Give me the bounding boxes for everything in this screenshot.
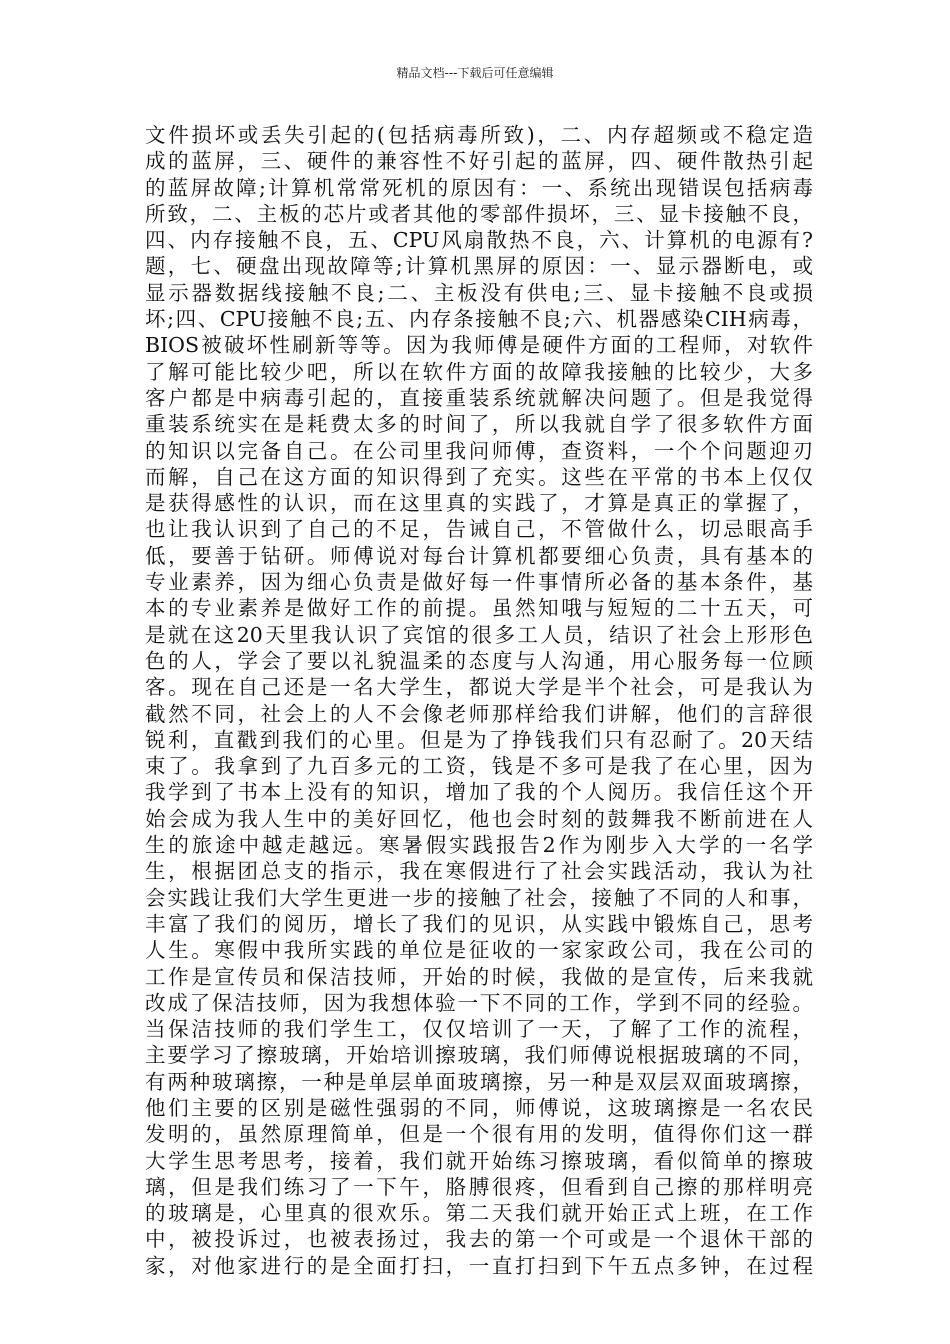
body-line: 束了。我拿到了九百多元的工资，钱是不多可是我了在心里，因为 xyxy=(145,754,813,779)
body-line: 生，根据团总支的指示，我在寒假进行了社会实践活动，我认为社 xyxy=(145,859,813,884)
body-line: 而解，自己在这方面的知识得到了充实。这些在平常的书本上仅仅 xyxy=(145,464,813,489)
body-line: 家，对他家进行的是全面打扫，一直打扫到下午五点多钟，在过程 xyxy=(145,1253,813,1278)
body-line: 坏;四、CPU接触不良;五、内存条接触不良;六、机器感染CIH病毒， xyxy=(145,307,813,332)
body-line: 始会成为我人生中的美好回忆，他也会时刻的鼓舞我不断前进在人 xyxy=(145,806,813,831)
body-line: 当保洁技师的我们学生工，仅仅培训了一天，了解了工作的流程， xyxy=(145,1017,813,1042)
body-line: 的玻璃是，心里真的很欢乐。第二天我们就开始正式上班，在工作 xyxy=(145,1201,813,1226)
body-line: 专业素养，因为细心负责是做好每一件事情所必备的基本条件，基 xyxy=(145,570,813,595)
body-line: 中，被投诉过，也被表扬过，我去的第一个可或是一个退休干部的 xyxy=(145,1227,813,1252)
body-line: 四、内存接触不良，五、CPU风扇散热不良，六、计算机的电源有? xyxy=(145,228,813,253)
body-line: 工作是宣传员和保洁技师，开始的时候，我做的是宣传，后来我就 xyxy=(145,964,813,989)
body-line: 我学到了书本上没有的知识，增加了我的个人阅历。我信任这个开 xyxy=(145,780,813,805)
body-line: 大学生思考思考，接着，我们就开始练习擦玻璃，看似简单的擦玻 xyxy=(145,1148,813,1173)
body-line: 人生。寒假中我所实践的单位是征收的一家家政公司，我在公司的 xyxy=(145,938,813,963)
body-line: 文件损坏或丢失引起的(包括病毒所致)，二、内存超频或不稳定造 xyxy=(145,123,813,147)
body-line: 所致，二、主板的芯片或者其他的零部件损坏，三、显卡接触不良， xyxy=(145,201,813,226)
body-line: 生的旅途中越走越远。寒暑假实践报告2作为刚步入大学的一名学 xyxy=(145,833,813,858)
body-line: 发明的，虽然原理简单，但是一个很有用的发明，值得你们这一群 xyxy=(145,1122,813,1147)
body-line: 重装系统实在是耗费太多的时间了，所以我就自学了很多软件方面 xyxy=(145,412,813,437)
body-line: 了解可能比较少吧，所以在软件方面的故障我接触的比较少，大多 xyxy=(145,359,813,384)
body-line: 璃，但是我们练习了一下午，胳膊很疼，但看到自己擦的那样明亮 xyxy=(145,1174,813,1199)
body-line: 会实践让我们大学生更进一步的接触了社会，接触了不同的人和事， xyxy=(145,885,813,910)
body-line: 客。现在自己还是一名大学生，都说大学是半个社会，可是我认为 xyxy=(145,675,813,700)
body-line: 是获得感性的认识，而在这里真的实践了，才算是真正的掌握了， xyxy=(145,491,813,516)
body-line: 客户都是中病毒引起的，直接重装系统就解决问题了。但是我觉得 xyxy=(145,385,813,410)
body-line: 截然不同，社会上的人不会像老师那样给我们讲解，他们的言辞很 xyxy=(145,701,813,726)
body-line: 显示器数据线接触不良;二、主板没有供电;三、显卡接触不良或损 xyxy=(145,280,813,305)
body-line: 色的人，学会了要以礼貌温柔的态度与人沟通，用心服务每一位顾 xyxy=(145,648,813,673)
body-line: 本的专业素养是做好工作的前提。虽然知哦与短短的二十五天，可 xyxy=(145,596,813,621)
body-line: 锐利，直戳到我们的心里。但是为了挣钱我们只有忍耐了。20天结 xyxy=(145,727,813,752)
body-line: 有两种玻璃擦，一种是单层单面玻璃擦，另一种是双层双面玻璃擦， xyxy=(145,1069,813,1094)
body-line: 的知识以完备自己。在公司里我问师傅，查资料，一个个问题迎刃 xyxy=(145,438,813,463)
body-line: 他们主要的区别是磁性强弱的不同，师傅说，这玻璃擦是一名农民 xyxy=(145,1095,813,1120)
body-line: 主要学习了擦玻璃，开始培训擦玻璃，我们师傅说根据玻璃的不同， xyxy=(145,1043,813,1068)
body-line: 改成了保洁技师，因为我想体验一下不同的工作，学到不同的经验。 xyxy=(145,990,813,1015)
body-line: 丰富了我们的阅历，增长了我们的见识，从实践中锻炼自己，思考 xyxy=(145,911,813,936)
document-body xyxy=(145,122,813,1279)
body-line: 题，七、硬盘出现故障等;计算机黑屏的原因：一、显示器断电，或 xyxy=(145,254,813,279)
body-line: 低，要善于钻研。师傅说对每台计算机都要细心负责，具有基本的 xyxy=(145,543,813,568)
page-header: 精品文档---下载后可任意编辑 xyxy=(396,66,554,80)
body-line: 是就在这20天里我认识了宾馆的很多工人员，结识了社会上形形色 xyxy=(145,622,813,647)
body-line: 的蓝屏故障;计算机常常死机的原因有：一、系统出现错误包括病毒 xyxy=(145,175,813,200)
body-line: 也让我认识到了自己的不足，告诫自己，不管做什么，切忌眼高手 xyxy=(145,517,813,542)
body-line: BIOS被破坏性刷新等等。因为我师傅是硬件方面的工程师，对软件 xyxy=(145,333,813,358)
body-line: 成的蓝屏，三、硬件的兼容性不好引起的蓝屏，四、硬件散热引起 xyxy=(145,149,813,174)
